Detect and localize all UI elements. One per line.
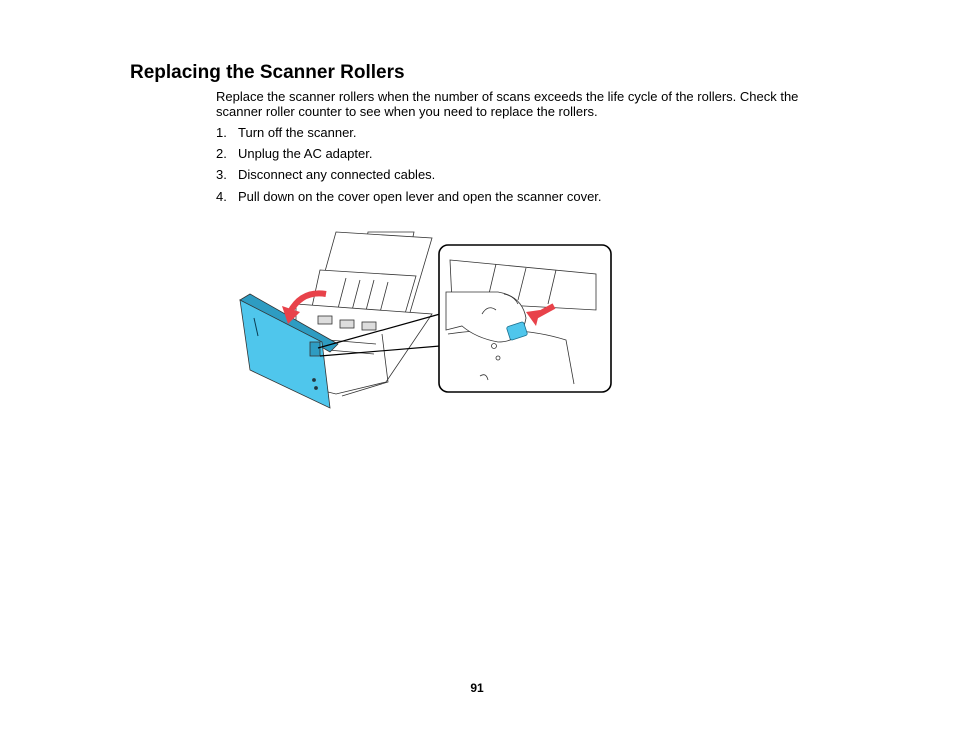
scanner-cover-illustration (236, 214, 612, 412)
step-text: Disconnect any connected cables. (238, 167, 436, 182)
step-text: Pull down on the cover open lever and open the scanner cover. (238, 189, 602, 204)
step-text: Unplug the AC adapter. (238, 146, 373, 161)
step-number: 2. (216, 146, 227, 161)
page-title: Replacing the Scanner Rollers (130, 62, 405, 83)
step-number: 1. (216, 125, 227, 140)
detail-callout (439, 245, 611, 392)
page-number: 91 (470, 681, 484, 695)
step-number: 3. (216, 167, 227, 182)
step-text: Turn off the scanner. (238, 125, 357, 140)
intro-paragraph: Replace the scanner rollers when the number of scans exceeds the life cycle of the rollers. Check the scanner roller counter to see when you need to replace the rollers. (216, 89, 799, 119)
step-number: 4. (216, 189, 227, 204)
